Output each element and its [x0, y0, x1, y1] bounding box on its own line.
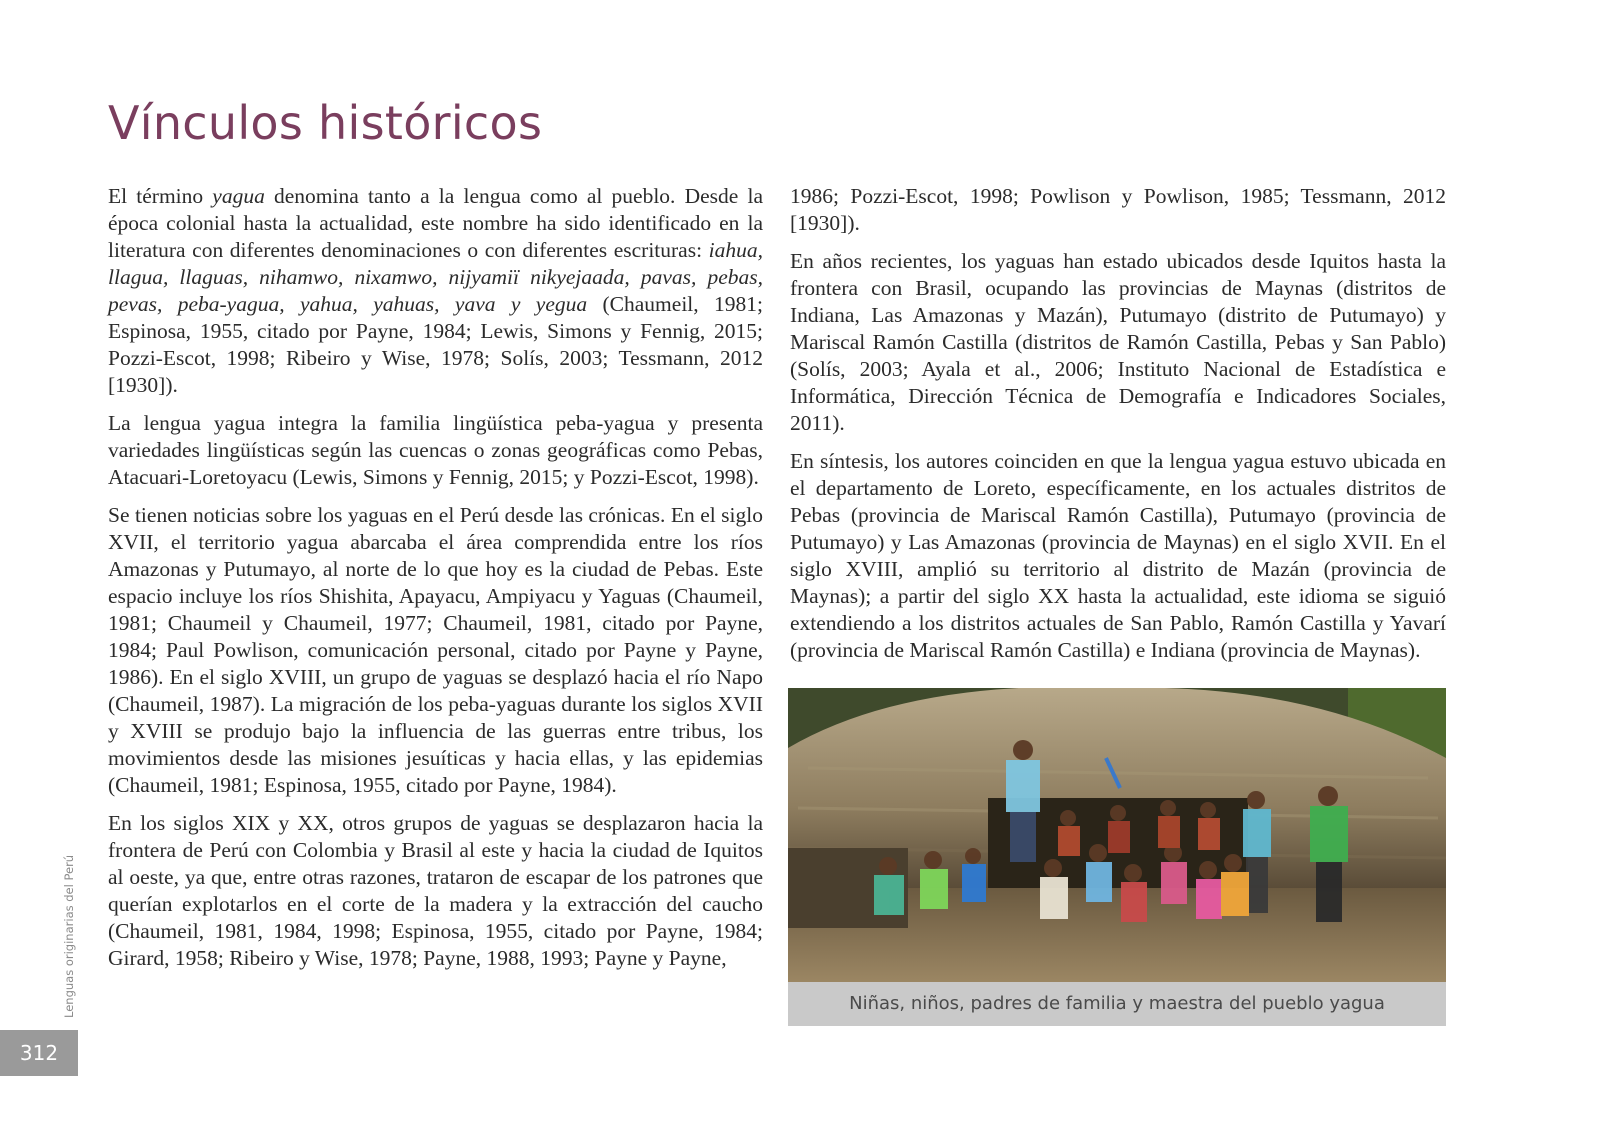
- text-run: (Chaumeil, 1981; Espinosa, 1955, citado por Payne, 1984; Lewis, Simons y Fennig, 2015; Pozzi-Escot, 1998; Ribeiro y Wise, 1978; Solís, 2003; Tessmann, 2012 [1930]).: [108, 292, 763, 397]
- right-column: [790, 183, 1446, 675]
- left-column: [108, 183, 763, 983]
- paragraph-language-family: La lengua yagua integra la familia lingüística peba-yagua y presenta variedades lingüísticas según las cuencas o zonas geográficas como Pebas, Atacuari-Loretoyacu (Lewis, Simons y Fennig, 2015; y Pozzi-Escot, 1998).: [108, 411, 763, 489]
- page-title: Vínculos históricos: [108, 96, 543, 150]
- text-run: El término: [108, 184, 213, 208]
- italic-term: yagua: [212, 184, 265, 208]
- paragraph-synthesis: En síntesis, los autores coinciden en que la lengua yagua estuvo ubicada en el departamento de Loreto, específicamente, en los actuales distritos de Pebas (provincia de Mariscal Ramón Castilla), Putumayo (provincia de Putumayo) y Las Amazonas (provincia de Maynas) en el siglo XVII. En el siglo XVIII, amplió su territorio al distrito de Mazán (provincia de Maynas); a partir del siglo XX hasta la actualidad, este idioma se siguió extendiendo a los distritos actuales de San Pablo, Ramón Castilla y Yavarí (provincia de Mariscal Ramón Castilla) e Indiana (provincia de Maynas).: [790, 449, 1446, 662]
- photo-caption: Niñas, niños, padres de familia y maestra del pueblo yagua: [788, 982, 1446, 1026]
- page-number: 312: [0, 1030, 78, 1076]
- paragraph-recent-years: En años recientes, los yaguas han estado ubicados desde Iquitos hasta la frontera con Brasil, ocupando las provincias de Maynas (distritos de Indiana, Las Amazonas y Mazán), Putumayo (distrito de Putumayo) y Mariscal Ramón Castilla (distritos de Ramón Castilla, Pebas y San Pablo) (Solís, 2003; Ayala et al., 2006; Instituto Nacional de Estadística e Informática, Dirección Técnica de Demografía e Indicadores Sociales, 2011).: [790, 249, 1446, 435]
- paragraph-chronicles: Se tienen noticias sobre los yaguas en el Perú desde las crónicas. En el siglo XVII, el territorio yagua abarcaba el área comprendida entre los ríos Amazonas y Putumayo, al norte de lo que hoy es la ciudad de Pebas. Este espacio incluye los ríos Shishita, Apayacu, Ampiyacu y Yaguas (Chaumeil, 1981; Chaumeil y Chaumeil, 1977; Chaumeil, 1981, citado por Payne, 1984; Paul Powlison, comunicación personal, citado por Payne y Payne, 1986). En el siglo XVIII, un grupo de yaguas se desplazó hacia el río Napo (Chaumeil, 1987). La migración de los peba-yaguas durante los siglos XVII y XVIII se produjo bajo la influencia de las guerras entre tribus, los movimientos desde las misiones jesuíticas y hacia ellas, y las epidemias (Chaumeil, 1981; Espinosa, 1955, citado por Payne, 1984).: [108, 503, 763, 797]
- paragraph-migrations: En los siglos XIX y XX, otros grupos de yaguas se desplazaron hacia la frontera de Perú con Colombia y Brasil al este y hacia la ciudad de Iquitos al oeste, ya que, entre otras razones, trataron de escapar de los patrones que querían explotarlos en el corte de la madera y la extracción del caucho (Chaumeil, 1981, 1984, 1998; Espinosa, 1955, citado por Payne, 1984; Girard, 1958; Ribeiro y Wise, 1978; Payne, 1988, 1993; Payne y Payne,: [108, 811, 763, 970]
- group-photo: [788, 688, 1446, 982]
- text-run: denomina tanto a la lengua como al pueblo. Desde la época colonial hasta la actualidad, este nombre ha sido identificado en la literatura con diferentes denominaciones o con diferentes escrituras:: [108, 184, 763, 262]
- paragraph-terminology: [108, 183, 763, 399]
- photo-figure: [788, 688, 1446, 1026]
- paragraph-continuation: 1986; Pozzi-Escot, 1998; Powlison y Powlison, 1985; Tessmann, 2012 [1930]).: [790, 184, 1446, 235]
- book-title-vertical: Lenguas originarias del Perú: [62, 854, 76, 1018]
- italic-name-list: iahua, llagua, llaguas, nihamwo, nixamwo, nijyamiï nikyejaada, pavas, pebas, pevas, peba-yagua, yahua, yahuas, yava y yegua: [108, 238, 763, 316]
